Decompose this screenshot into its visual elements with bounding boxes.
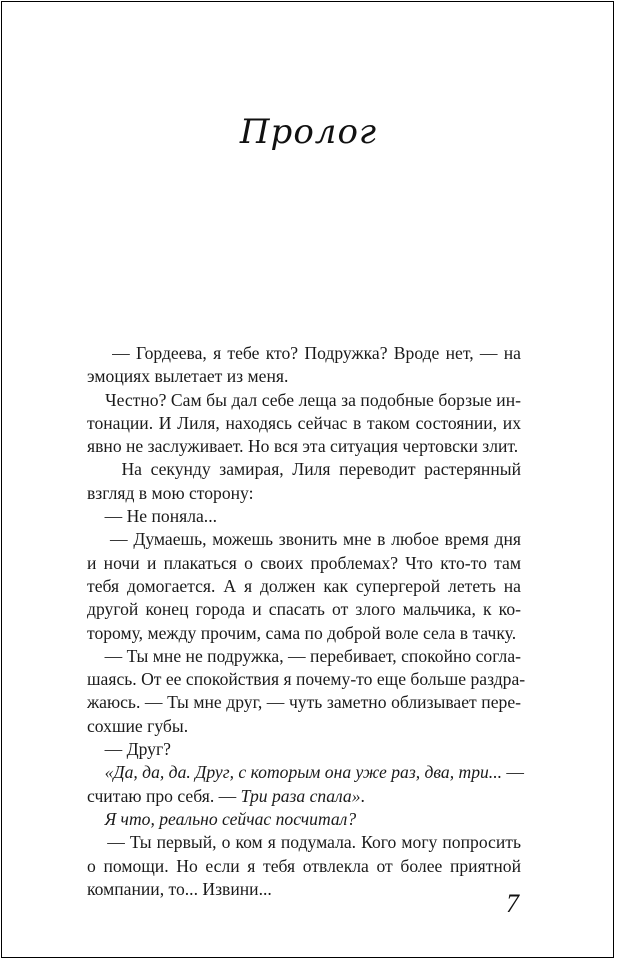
- text-line: тебя домогается. А я должен как супергерой лететь на: [87, 575, 521, 596]
- text-line: На секунду замирая, Лиля переводит растерянный: [87, 459, 521, 480]
- text-line: сохшие губы.: [87, 715, 189, 736]
- body-text: [87, 342, 526, 901]
- roman-segment: —: [502, 762, 524, 783]
- text-line: — Друг?: [87, 739, 171, 760]
- text-line-mixed: [87, 785, 521, 808]
- roman-segment: .: [360, 785, 365, 806]
- text-line: — Гордеева, я тебе кто? Подружка? Вроде нет, — на: [87, 343, 521, 363]
- italic-segment: Три раза спала»: [240, 785, 361, 806]
- text-line: — Ты первый, о ком я подумала. Кого могу попросить: [87, 832, 521, 853]
- text-line: Я что, реально сейчас посчитал?: [87, 808, 357, 829]
- text-line: явно не заслуживает. Но вся эта ситуация чертовски злит.: [87, 436, 519, 457]
- chapter-title: Пролог: [239, 112, 378, 152]
- text-line: торому, между прочим, сама по доброй воле села в тачку.: [87, 622, 517, 643]
- text-line: шаясь. От ее спокойствия я почему-то еще больше раздра-: [87, 669, 526, 690]
- text-line: — Думаешь, можешь звонить мне в любое время дня: [87, 529, 521, 550]
- text-line: о помощи. Но если я тебя отвлекла от более приятной: [87, 855, 521, 876]
- text-line: тонации. И Лиля, находясь сейчас в таком состоянии, их: [87, 412, 521, 433]
- page-number: 7: [506, 889, 519, 918]
- text-line: взгляд в мою сторону:: [87, 482, 254, 503]
- text-line: жаюсь. — Ты мне друг, — чуть заметно облизывает пере-: [87, 692, 521, 713]
- text-line: Честно? Сам бы дал себе леща за подобные борзые ин-: [87, 389, 521, 410]
- text-line: — Не поняла...: [87, 506, 218, 527]
- roman-segment: считаю про себя. —: [87, 785, 241, 806]
- text-line: другой конец города и спасать от злого мальчика, к ко-: [87, 599, 521, 620]
- text-line: компании, то... Извини...: [87, 878, 272, 899]
- italic-segment: «Да, да, да. Друг, с которым она уже раз, два, три...: [104, 762, 502, 783]
- text-line: — Ты мне не подружка, — перебивает, спокойно согла-: [87, 645, 521, 666]
- text-line: эмоциях вылетает из меня.: [87, 366, 289, 387]
- text-line-mixed: [87, 761, 524, 784]
- text-line: и ночи и плакаться о своих проблемах? Что кто-то там: [87, 552, 521, 573]
